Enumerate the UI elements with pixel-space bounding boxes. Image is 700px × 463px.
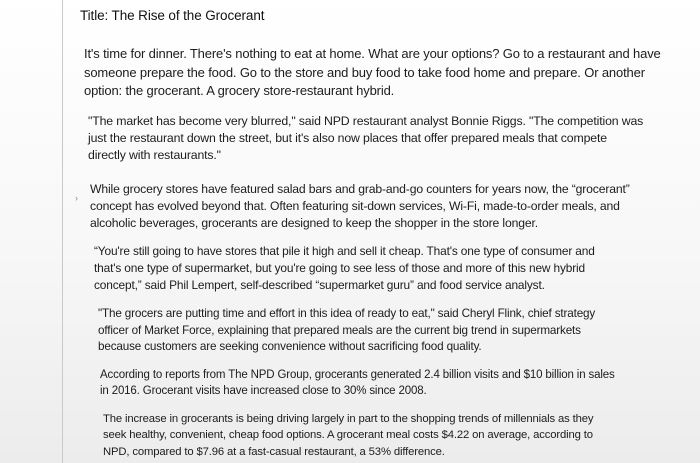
paragraph-riggs-quote: "The market has become very blurred," said NPD restaurant analyst Bonnie Riggs. "The competition was just the restaurant down the street, but it's also now places that offer prepared meals that compete directly with restaurants." (88, 114, 644, 163)
document-title: Title: The Rise of the Grocerant (80, 8, 265, 23)
paragraph-lempert-quote: “You're still going to have stores that pile it high and sell it cheap. That's one type of consumer and that's one type of supermarket, but you're going to see less of those and more of this new hybrid concept,” said Phil Lempert, self-described “supermarket guru” and food service analyst. (94, 244, 595, 292)
paragraph-grocerant-concept: While grocery stores have featured salad bars and grab-and-go counters for years now, the “grocerant” concept has evolved beyond that. Often featuring sit-down services, Wi-Fi, made-to-order meals, and alcoholic beverages, grocerants are designed to keep the shopper in the store longer. (90, 182, 630, 231)
paragraph-intro: It's time for dinner. There's nothing to eat at home. What are your options? Go to a restaurant and have someone prepare the food. Go to the store and buy food to take food home and prepare. Or another option: the grocerant. A grocery store-restaurant hybrid. (84, 46, 661, 98)
margin-marker-icon: › (75, 193, 78, 203)
paragraph-millennial-trends: The increase in grocerants is being driving largely in part to the shopping trends of millennials as they seek healthy, convenient, cheap food options. A grocerant meal costs $4.22 on average, according to NPD, compared to $7.96 at a fast-casual restaurant, a 53% difference. (103, 413, 594, 458)
paragraph-npd-stats: According to reports from The NPD Group, grocerants generated 2.4 billion visits and $10 billion in sales in 2016. Grocerant visits have increased close to 30% since 2008. (100, 369, 615, 398)
paragraph-flink-quote: "The grocers are putting time and effort in this idea of ready to eat," said Cheryl Flink, chief strategy officer of Market Force, explaining that prepared meals are the current big trend in supermarkets because customers are seeking convenience without sacrificing food quality. (98, 307, 596, 354)
margin-rule (62, 0, 63, 463)
